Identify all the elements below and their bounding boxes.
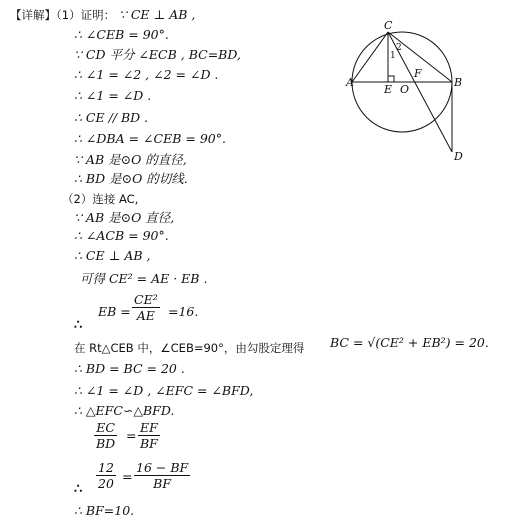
line-8: ∵ AB 是⊙O 的直径, xyxy=(74,152,187,167)
section-header: 【详解】（1）证明： xyxy=(10,8,116,22)
numeric-left-num: 12 xyxy=(98,460,114,475)
line-11: ∵ AB 是⊙O 直径, xyxy=(74,210,175,225)
line-22: ∴ BF=10. xyxy=(74,503,135,518)
fraction-denominator: AE xyxy=(136,308,155,323)
therefore-symbol: ∴ xyxy=(74,318,83,333)
pythagoras-text: 在 Rt△CEB 中，∠CEB=90°，由勾股定理得 xyxy=(74,341,305,355)
ratio-left-num: EC xyxy=(94,420,117,436)
ratio-left-den: BD xyxy=(96,436,116,451)
label-1: 1 xyxy=(390,51,396,61)
line-9: ∴ BD 是⊙O 的切线. xyxy=(74,171,188,186)
numeric-right-num: 16 − BF xyxy=(136,460,189,475)
line-18: ∴ ∠1 = ∠D , ∠EFC = ∠BFD, xyxy=(74,383,254,398)
ratio-right-den: BF xyxy=(140,436,158,451)
eb-fraction xyxy=(132,292,160,323)
line-17: ∴ BD = BC = 20 . xyxy=(74,361,185,376)
bc-result: BC = √(CE² + EB²) = 20. xyxy=(330,335,489,350)
line-4: ∴ ∠1 = ∠2 , ∠2 = ∠D . xyxy=(74,67,219,82)
line-6: ∴ CE // BD . xyxy=(74,110,149,125)
label-e: E xyxy=(384,83,393,96)
line-3: ∵ CD 平分 ∠ECB , BC=BD, xyxy=(74,47,241,62)
ratio-right-num: EF xyxy=(138,420,160,436)
eb-lhs: EB = xyxy=(98,304,131,319)
line-5: ∴ ∠1 = ∠D . xyxy=(74,88,152,103)
geometry-figure xyxy=(346,19,480,165)
line-12: ∴ ∠ACB = 90°. xyxy=(74,228,169,243)
given-perpendicular: ∵ CE ⊥ AB , xyxy=(118,7,196,22)
label-b: B xyxy=(454,76,463,89)
equals-sign: = xyxy=(126,428,137,443)
numeric-ratio-right xyxy=(134,460,190,491)
line-16 xyxy=(74,340,304,356)
line-13: ∴ CE ⊥ AB , xyxy=(74,248,151,263)
therefore-symbol-2: ∴ xyxy=(74,482,83,497)
equals-sign-2: = xyxy=(122,469,133,484)
fraction-numerator: CE² xyxy=(134,292,158,307)
right-angle-mark xyxy=(388,76,394,82)
numeric-right-den: BF xyxy=(153,476,172,491)
line-1 xyxy=(10,7,195,23)
line-14: 可得 CE² = AE · EB . xyxy=(80,271,208,286)
ratio-right xyxy=(138,420,160,451)
label-d: D xyxy=(454,150,463,163)
label-a: A xyxy=(346,76,354,89)
segment-ac xyxy=(352,32,388,82)
line-7: ∴ ∠DBA = ∠CEB = 90°. xyxy=(74,131,226,146)
ratio-left xyxy=(94,420,117,451)
numeric-ratio-left xyxy=(96,460,116,491)
label-o: O xyxy=(400,83,410,96)
label-2: 2 xyxy=(396,43,402,53)
eb-rhs: =16. xyxy=(168,304,199,319)
line-10: （2）连接 AC, xyxy=(62,192,139,206)
line-2: ∴ ∠CEB = 90°. xyxy=(74,27,169,42)
label-f: F xyxy=(414,67,422,80)
label-c: C xyxy=(384,19,393,32)
numeric-left-den: 20 xyxy=(98,476,114,491)
line-19: ∴ △EFC∽△BFD. xyxy=(74,403,175,418)
